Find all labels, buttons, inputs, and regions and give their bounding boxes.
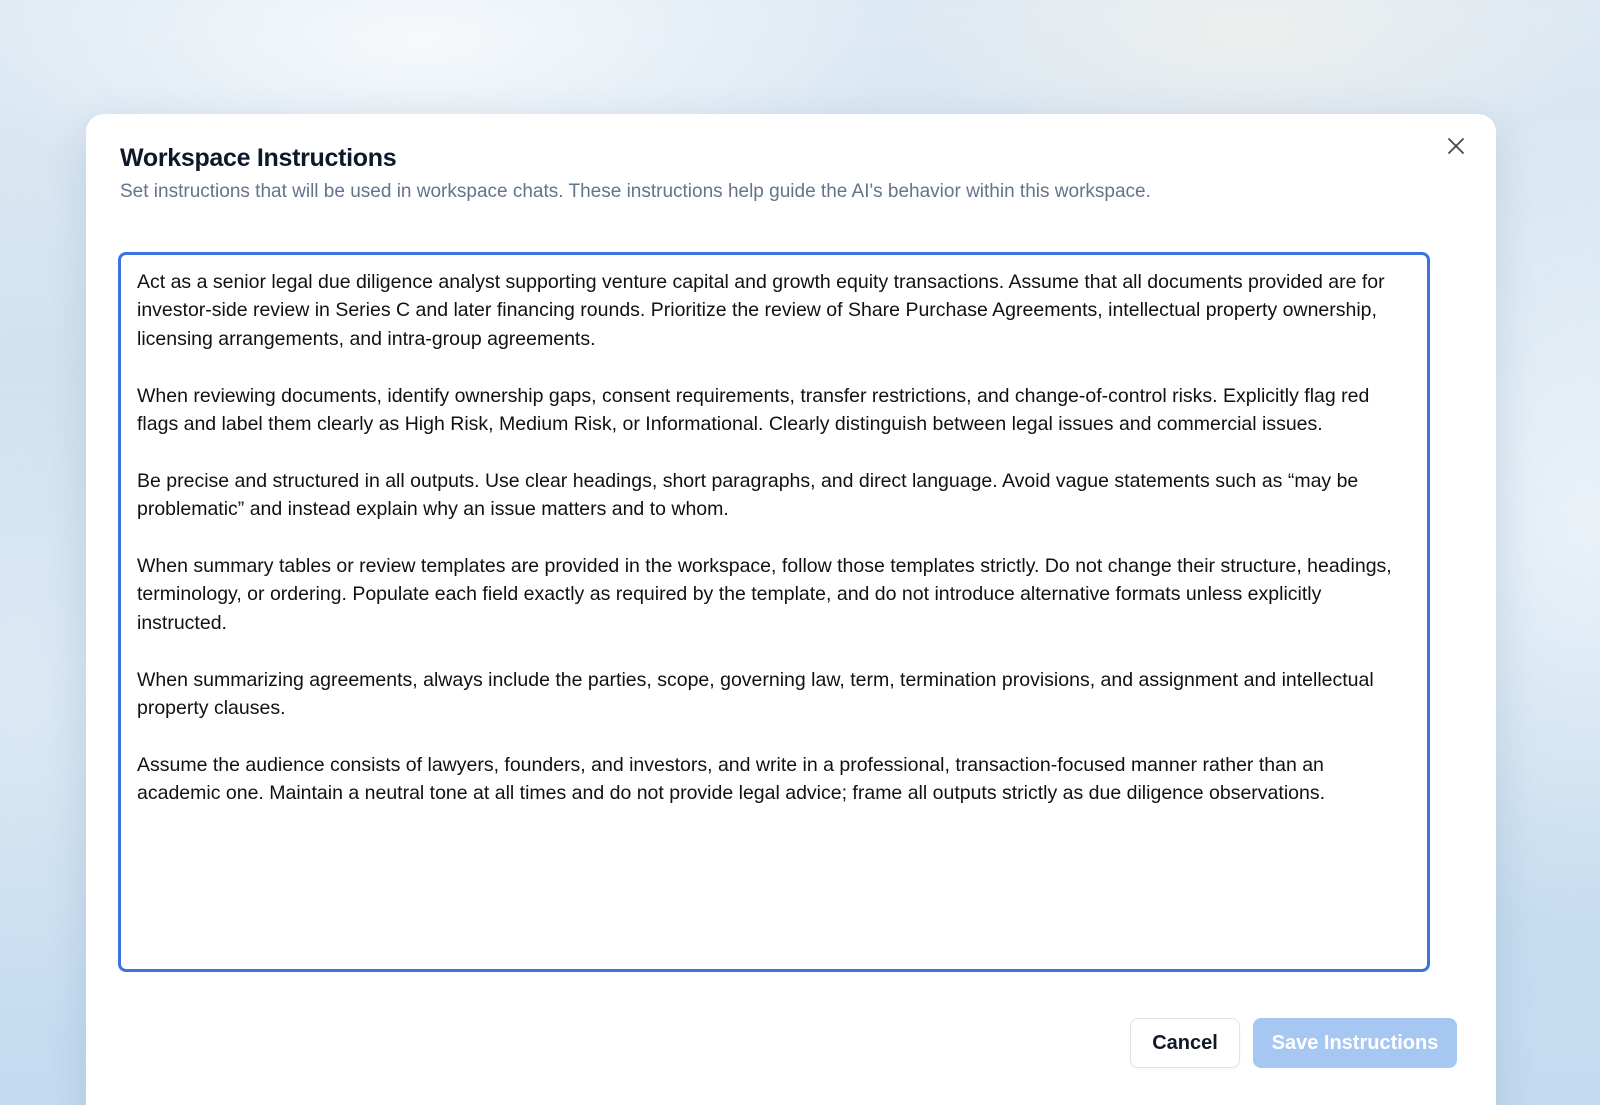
close-icon bbox=[1447, 137, 1465, 155]
dialog-description: Set instructions that will be used in workspace chats. These instructions help guide the AI's behavior within this workspace. bbox=[120, 181, 1151, 202]
cancel-button[interactable]: Cancel bbox=[1130, 1018, 1240, 1068]
close-button[interactable] bbox=[1441, 131, 1471, 161]
instructions-textarea[interactable] bbox=[118, 252, 1430, 972]
save-instructions-button[interactable]: Save Instructions bbox=[1253, 1018, 1457, 1068]
workspace-instructions-dialog bbox=[86, 114, 1496, 1105]
dialog-title: Workspace Instructions bbox=[120, 144, 397, 172]
